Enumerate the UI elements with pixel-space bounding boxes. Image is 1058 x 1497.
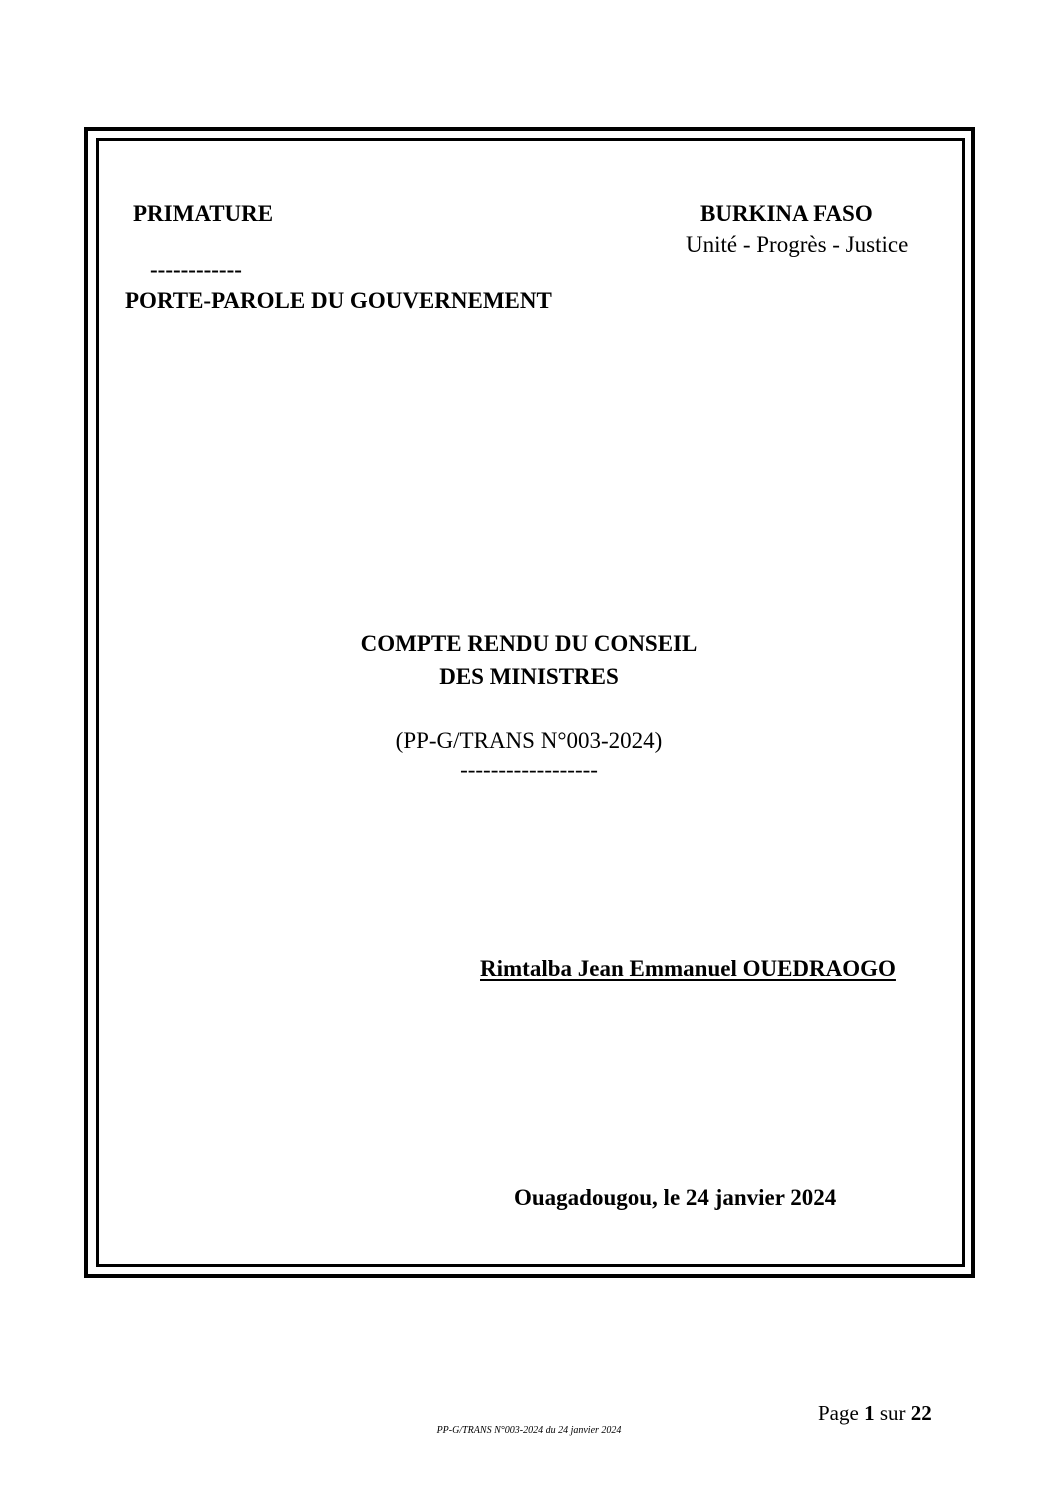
document-reference: (PP-G/TRANS N°003-2024) — [395, 728, 663, 753]
place-date: Ouagadougou, le 24 janvier 2024 — [514, 1185, 837, 1210]
reference-separator: ------------------ — [460, 757, 598, 782]
page-prefix: Page — [818, 1401, 865, 1425]
signatory-name: Rimtalba Jean Emmanuel OUEDRAOGO — [480, 956, 896, 981]
institution-title: PRIMATURE — [133, 201, 274, 226]
document-title-line1: COMPTE RENDU DU CONSEIL — [360, 631, 698, 656]
document-title-line2: DES MINISTRES — [439, 664, 619, 689]
institution-subtitle: PORTE-PAROLE DU GOUVERNEMENT — [125, 288, 552, 313]
page-total: 22 — [910, 1401, 932, 1425]
page-mid: sur — [874, 1401, 911, 1425]
country-name: BURKINA FASO — [700, 201, 873, 226]
page-number — [818, 1401, 932, 1426]
page-current: 1 — [864, 1401, 875, 1425]
footer-doc-reference: PP-G/TRANS N°003-2024 du 24 janvier 2024 — [436, 1425, 622, 1436]
institution-separator: ------------ — [150, 257, 242, 282]
country-motto: Unité - Progrès - Justice — [686, 232, 909, 257]
